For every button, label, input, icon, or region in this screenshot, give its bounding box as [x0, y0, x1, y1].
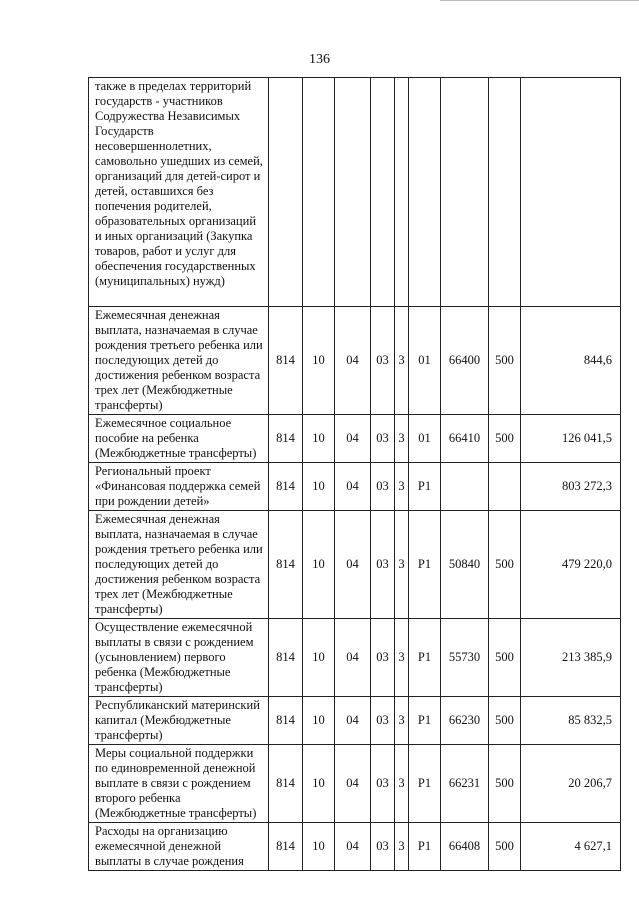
grbs-code-cell: 814: [269, 823, 303, 871]
section-code-cell: 10: [303, 307, 335, 415]
expense-name-cell: Ежемесячное социальное пособие на ребенка (Межбюджетные трансферты): [89, 415, 269, 463]
direction-code-cell: 66400: [441, 307, 489, 415]
program-code-cell: 03: [371, 823, 395, 871]
subprogram-code-cell: 3: [395, 463, 409, 511]
budget-table-body: [89, 78, 621, 871]
amount-cell: 844,6: [521, 307, 621, 415]
subprogram-code-cell: [395, 78, 409, 307]
direction-code-cell: 66231: [441, 745, 489, 823]
table-row: [89, 307, 621, 415]
section-code-cell: 10: [303, 415, 335, 463]
table-row: [89, 511, 621, 619]
program-code-cell: 03: [371, 511, 395, 619]
expense-type-code-cell: 500: [489, 745, 521, 823]
subsection-code-cell: 04: [335, 415, 371, 463]
measure-code-cell: P1: [409, 463, 441, 511]
expense-name-cell: Меры социальной поддержки по единовременной денежной выплате в связи с рождением второго ребенка (Межбюджетные трансферты): [89, 745, 269, 823]
expense-name-cell: Осуществление ежемесячной выплаты в связи с рождением (усыновлением) первого ребенка (Межбюджетные трансферты): [89, 619, 269, 697]
program-code-cell: 03: [371, 415, 395, 463]
program-code-cell: 03: [371, 619, 395, 697]
section-code-cell: 10: [303, 619, 335, 697]
expense-type-code-cell: 500: [489, 697, 521, 745]
expense-type-code-cell: 500: [489, 307, 521, 415]
expense-name-cell: Республиканский материнский капитал (Межбюджетные трансферты): [89, 697, 269, 745]
amount-cell: [521, 78, 621, 307]
expense-type-code-cell: 500: [489, 823, 521, 871]
subsection-code-cell: 04: [335, 307, 371, 415]
expense-name-cell: Региональный проект «Финансовая поддержка семей при рождении детей»: [89, 463, 269, 511]
program-code-cell: 03: [371, 463, 395, 511]
expense-type-code-cell: [489, 463, 521, 511]
measure-code-cell: [409, 78, 441, 307]
table-row: [89, 697, 621, 745]
program-code-cell: 03: [371, 745, 395, 823]
subprogram-code-cell: 3: [395, 745, 409, 823]
budget-table: [88, 77, 621, 871]
direction-code-cell: 55730: [441, 619, 489, 697]
amount-cell: 803 272,3: [521, 463, 621, 511]
table-row: [89, 463, 621, 511]
expense-name-cell: Расходы на организацию ежемесячной денежной выплаты в случае рождения: [89, 823, 269, 871]
measure-code-cell: 01: [409, 307, 441, 415]
subsection-code-cell: 04: [335, 823, 371, 871]
section-code-cell: 10: [303, 823, 335, 871]
expense-type-code-cell: 500: [489, 619, 521, 697]
measure-code-cell: P1: [409, 619, 441, 697]
table-row: [89, 823, 621, 871]
section-code-cell: 10: [303, 745, 335, 823]
table-row: [89, 415, 621, 463]
program-code-cell: 03: [371, 307, 395, 415]
subsection-code-cell: 04: [335, 463, 371, 511]
grbs-code-cell: 814: [269, 511, 303, 619]
expense-name-cell: Ежемесячная денежная выплата, назначаемая в случае рождения третьего ребенка или последующих детей до достижения ребенком возраста трех лет (Межбюджетные трансферты): [89, 511, 269, 619]
measure-code-cell: P1: [409, 745, 441, 823]
subprogram-code-cell: 3: [395, 619, 409, 697]
subprogram-code-cell: 3: [395, 415, 409, 463]
amount-cell: 126 041,5: [521, 415, 621, 463]
subprogram-code-cell: 3: [395, 823, 409, 871]
grbs-code-cell: 814: [269, 619, 303, 697]
section-code-cell: 10: [303, 697, 335, 745]
subsection-code-cell: 04: [335, 511, 371, 619]
direction-code-cell: 66230: [441, 697, 489, 745]
direction-code-cell: 66410: [441, 415, 489, 463]
amount-cell: 4 627,1: [521, 823, 621, 871]
grbs-code-cell: 814: [269, 697, 303, 745]
subprogram-code-cell: 3: [395, 511, 409, 619]
amount-cell: 213 385,9: [521, 619, 621, 697]
subsection-code-cell: 04: [335, 619, 371, 697]
direction-code-cell: [441, 463, 489, 511]
subprogram-code-cell: 3: [395, 307, 409, 415]
expense-name-cell: Ежемесячная денежная выплата, назначаемая в случае рождения третьего ребенка или последующих детей до достижения ребенком возраста трех лет (Межбюджетные трансферты): [89, 307, 269, 415]
section-code-cell: [303, 78, 335, 307]
table-row: [89, 745, 621, 823]
grbs-code-cell: [269, 78, 303, 307]
grbs-code-cell: 814: [269, 415, 303, 463]
expense-name-cell: также в пределах территорий государств - участников Содружества Независимых Государств несовершеннолетних, самовольно ушедших из семей, организаций для детей-сирот и детей, оставшихся без попечения родителей, образовательных организаций и иных организаций (Закупка товаров, работ и услуг для обеспечения государственных (муниципальных) нужд): [89, 78, 269, 307]
expense-type-code-cell: [489, 78, 521, 307]
subsection-code-cell: [335, 78, 371, 307]
grbs-code-cell: 814: [269, 463, 303, 511]
amount-cell: 20 206,7: [521, 745, 621, 823]
expense-type-code-cell: 500: [489, 415, 521, 463]
subprogram-code-cell: 3: [395, 697, 409, 745]
program-code-cell: [371, 78, 395, 307]
page-number: 136: [309, 52, 330, 67]
direction-code-cell: 66408: [441, 823, 489, 871]
scan-edge-mark: [440, 0, 639, 7]
measure-code-cell: P1: [409, 511, 441, 619]
amount-cell: 479 220,0: [521, 511, 621, 619]
grbs-code-cell: 814: [269, 307, 303, 415]
table-row: [89, 78, 621, 307]
measure-code-cell: 01: [409, 415, 441, 463]
amount-cell: 85 832,5: [521, 697, 621, 745]
direction-code-cell: 50840: [441, 511, 489, 619]
section-code-cell: 10: [303, 511, 335, 619]
subsection-code-cell: 04: [335, 745, 371, 823]
grbs-code-cell: 814: [269, 745, 303, 823]
table-row: [89, 619, 621, 697]
direction-code-cell: [441, 78, 489, 307]
program-code-cell: 03: [371, 697, 395, 745]
measure-code-cell: P1: [409, 823, 441, 871]
subsection-code-cell: 04: [335, 697, 371, 745]
measure-code-cell: P1: [409, 697, 441, 745]
expense-type-code-cell: 500: [489, 511, 521, 619]
section-code-cell: 10: [303, 463, 335, 511]
